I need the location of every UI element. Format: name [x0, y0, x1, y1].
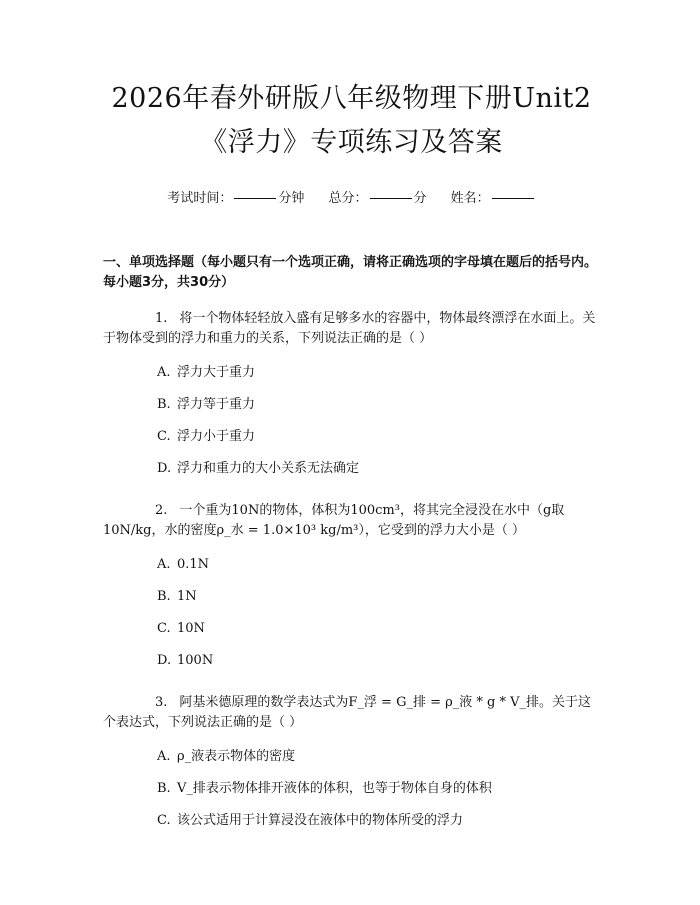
exam-time-unit: 分钟 [278, 191, 305, 206]
question-text [103, 693, 600, 733]
option-letter: B. [157, 781, 171, 796]
option-text: 10N [177, 621, 205, 636]
option-text: 浮力大于重力 [177, 365, 256, 380]
answer-option[interactable] [157, 549, 600, 581]
option-text: ρ_液表示物体的密度 [177, 749, 296, 764]
answer-options [103, 549, 600, 677]
answer-option[interactable] [157, 613, 600, 645]
question-number: 1. [155, 311, 168, 326]
option-letter: D. [157, 461, 172, 476]
student-name-label: 姓名： [450, 191, 490, 206]
answer-option[interactable] [157, 773, 600, 805]
option-text: 该公式适用于计算浸没在液体中的物体所受的浮力 [177, 813, 464, 828]
question-1 [103, 309, 600, 485]
option-letter: A. [157, 365, 171, 380]
exam-time-blank [234, 198, 276, 199]
option-text: 1N [177, 589, 197, 604]
answer-option[interactable] [157, 357, 600, 389]
option-text: 浮力小于重力 [177, 429, 256, 444]
answer-option[interactable] [157, 581, 600, 613]
question-2 [103, 501, 600, 677]
total-score-blank [370, 198, 412, 199]
total-score-unit: 分 [413, 191, 427, 206]
exam-time-label: 考试时间： [167, 191, 233, 206]
option-text: V_排表示物体排开液体的体积，也等于物体自身的体积 [177, 781, 492, 796]
student-name-field [451, 189, 536, 209]
answer-option[interactable] [157, 421, 600, 453]
answer-options [103, 741, 600, 837]
answer-option[interactable] [157, 389, 600, 421]
option-letter: B. [157, 589, 171, 604]
option-text: 浮力和重力的大小关系无法确定 [177, 461, 360, 476]
option-letter: A. [157, 557, 171, 572]
section-heading: 一、单项选择题（每小题只有一个选项正确，请将正确选项的字母填在题后的括号内。每小题3分，共30分） [103, 255, 598, 290]
option-text: 100N [177, 653, 214, 668]
option-text: 0.1N [177, 557, 210, 572]
question-3 [103, 693, 600, 837]
question-text [103, 309, 600, 349]
question-text [103, 501, 600, 541]
answer-option[interactable] [157, 741, 600, 773]
question-number: 3. [155, 695, 168, 710]
question-body: 阿基米德原理的数学表达式为F_浮 = G_排 = ρ_液 * g * V_排。关于这个表达式，下列说法正确的是（ ） [103, 695, 592, 730]
option-letter: C. [157, 621, 171, 636]
answer-option[interactable] [157, 645, 600, 677]
total-score-field [328, 189, 426, 209]
option-letter: B. [157, 397, 171, 412]
question-body: 一个重为10N的物体，体积为100cm³，将其完全浸没在水中（g取10N/kg，水的密度ρ_水 = 1.0×10³ kg/m³），它受到的浮力大小是（ ） [103, 503, 565, 538]
question-number: 2. [155, 503, 168, 518]
total-score-label: 总分： [328, 191, 368, 206]
option-letter: C. [157, 813, 171, 828]
option-letter: C. [157, 429, 171, 444]
option-text: 浮力等于重力 [177, 397, 256, 412]
page-title: 2026年春外研版八年级物理下册Unit2《浮力》专项练习及答案 [111, 83, 592, 158]
student-name-blank [492, 198, 534, 199]
answer-option[interactable] [157, 805, 600, 837]
exam-info-line [103, 189, 600, 209]
question-body: 将一个物体轻轻放入盛有足够多水的容器中，物体最终漂浮在水面上。关于物体受到的浮力和重力的关系，下列说法正确的是（ ） [103, 311, 596, 346]
answer-options [103, 357, 600, 485]
answer-option[interactable] [157, 453, 600, 485]
option-letter: D. [157, 653, 172, 668]
option-letter: A. [157, 749, 171, 764]
exam-time-field [167, 189, 304, 209]
